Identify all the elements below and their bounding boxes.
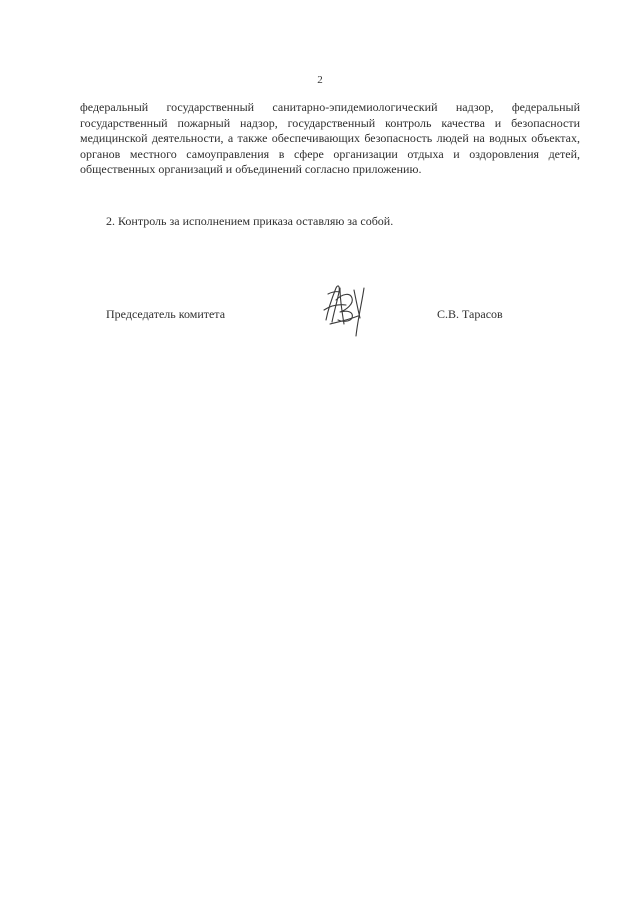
body-paragraph-continued: [80, 100, 580, 178]
signer-name: С.В. Тарасов: [437, 307, 503, 321]
page-number: 2: [317, 74, 323, 86]
control-clause-paragraph: 2. Контроль за исполнением приказа оставляю за собой.: [106, 214, 394, 228]
paragraph-text: федеральный государственный санитарно-эпидемиологический надзор, федеральный государственный пожарный надзор, государственный контроль качества и безопасности медицинской деятельности, а также обеспечивающих безопасность людей на водных объектах, органов местного самоуправления в сфере организации отдыха и оздоровления детей, общественных организаций и объединений согласно приложению.: [80, 100, 580, 176]
handwritten-signature: [318, 280, 372, 342]
signer-title: Председатель комитета: [106, 307, 226, 321]
signature-block: [0, 280, 640, 350]
